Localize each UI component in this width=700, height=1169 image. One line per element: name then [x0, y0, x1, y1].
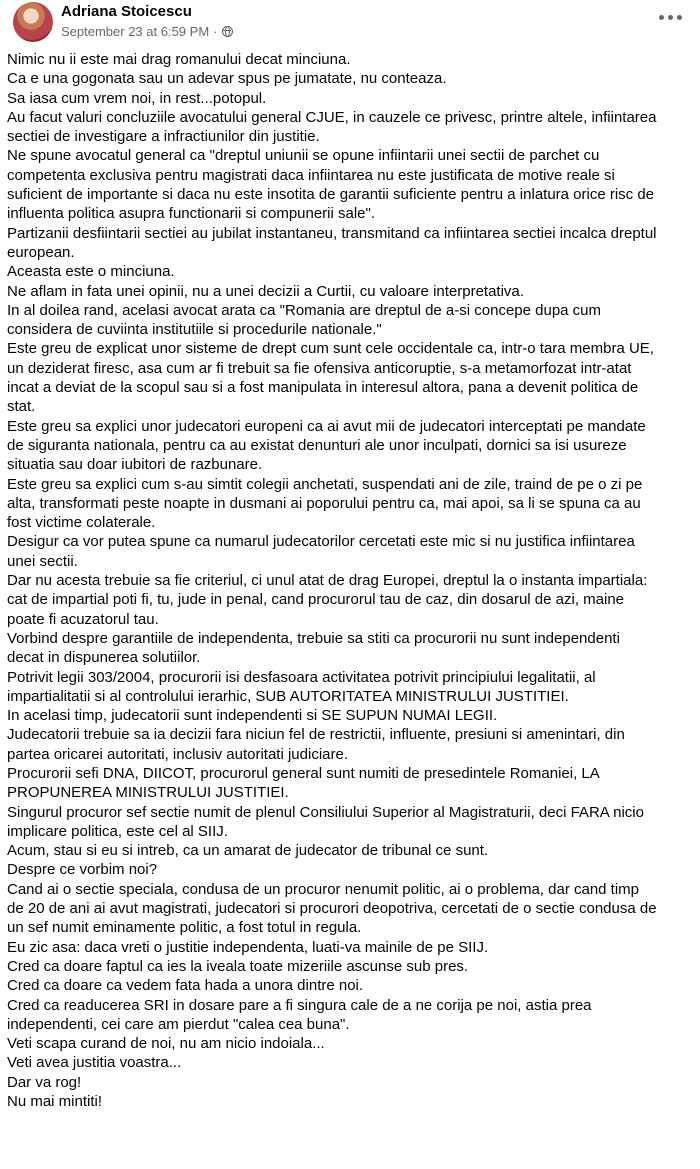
post-timestamp[interactable]: September 23 at 6:59 PM [61, 24, 210, 39]
post-text-line: Singurul procuror sef sectie numit de plenul Consiliului Superior al Magistraturii, deci FARA nicio [7, 803, 644, 821]
post-text-line: incat a deviat de la scopul sau si a fost manipulata in interesul altora, pana a devenit politica de [7, 379, 639, 397]
post-text-line: sectiei de investigare a infractiunilor din justitie. [7, 128, 320, 146]
post-text-line: partea oricarei autoritati, inclusiv autoritati judiciare. [7, 745, 348, 763]
post-text-line: Este greu de explicat unor sisteme de drept cum sunt cele occidentale ca, intr-o tara membra UE, [7, 340, 654, 358]
post-text-line: Procurorii sefi DNA, DIICOT, procurorul general sunt numiti de presedintele Romaniei, LA [7, 764, 600, 782]
post-text-line: decat in dispunerea solutiilor. [7, 649, 201, 667]
post-text-line: Veti avea justitia voastra... [7, 1054, 182, 1072]
post-text-line: considera de cuviinta institutiile si procedurile nationale." [7, 321, 382, 339]
author-name[interactable]: Adriana Stoicescu [61, 3, 192, 20]
post-text-line: Cred ca doare ca vedem fata hada a unora dintre noi. [7, 977, 364, 995]
post-text-line: Nu mai mintiti! [7, 1093, 103, 1111]
post-text-line: european. [7, 243, 75, 261]
dot-icon [677, 15, 682, 20]
more-options-icon[interactable] [652, 5, 688, 29]
post-text-line: de siguranta nationala, pentru ca au existat denunturi ale unor inculpati, dornici sa isi usureze [7, 436, 627, 454]
dot-icon [659, 15, 664, 20]
post-text-line: Vorbind despre garantiile de independenta, trebuie sa stiti ca procurorii nu sunt independenti [7, 629, 620, 647]
avatar[interactable] [13, 2, 53, 42]
post-text-line: Cred ca readucerea SRI in dosare pare a fi singura cale de a ne corija pe noi, astia prea [7, 996, 592, 1014]
post-text-line: Potrivit legii 303/2004, procurorii isi desfasoara activitatea potrivit principiului legalitatii, al [7, 668, 596, 686]
post-text-line: implicare politica, este cel al SIIJ. [7, 822, 228, 840]
post-text-line: Sa iasa cum vrem noi, in rest...potopul. [7, 89, 267, 107]
post-text-line: Desigur ca vor putea spune ca numarul judecatorilor cercetati este mic si nu justifica infiintarea [7, 533, 635, 551]
post-text-line: Judecatorii trebuie sa ia decizii fara niciun fel de restrictii, influente, presiuni si amenintari, din [7, 726, 625, 744]
post-text-line: Cand ai o sectie speciala, condusa de un procuror nenumit politic, ai o problema, dar cand timp [7, 880, 640, 898]
post-text-line: Ca e una gogonata sau un adevar spus pe jumatate, nu conteaza. [7, 70, 447, 88]
post-text-line: Au facut valuri concluziile avocatului general CJUE, in cauzele ce privesc, printre altele, infiintarea [7, 108, 657, 126]
post-meta [61, 24, 233, 39]
post-text-line: Cred ca doare faptul ca ies la iveala toate mizeriile ascunse sub pres. [7, 957, 469, 975]
post-text-line: In acelasi timp, judecatorii sunt independenti si SE SUPUN NUMAI LEGII. [7, 707, 498, 725]
post-text-line: Nimic nu ii este mai drag romanului decat minciuna. [7, 51, 351, 68]
post-text-line: suficient de importante si daca nu este insotita de garantii suficiente pentru a inlatura orice risc de [7, 186, 655, 204]
globe-icon[interactable] [222, 26, 233, 37]
post-text-line: de 20 de ani ai avut magistrati, judecatori si procurori deopotriva, cercetati de o sectie condusa de [7, 900, 657, 918]
post-text-line: alta, transformati peste noapte in dusmani ai poporului pentru ca, mai apoi, sa li se spuna ca au [7, 494, 641, 512]
post-text-line: competenta exclusiva pentru magistrati daca infiintarea nu este justificata de motive reale si [7, 166, 615, 184]
post-text-line: poate fi acuzatorul tau. [7, 610, 159, 628]
post-body [6, 50, 694, 1111]
post-text-line: independenti, cei care am pierdut "calea cea buna". [7, 1015, 350, 1033]
dot-icon [668, 15, 673, 20]
post-text-line: Acum, stau si eu si intreb, ca un amarat de judecator de tribunal ce sunt. [7, 842, 489, 860]
post-text-line: Dar nu acesta trebuie sa fie criteriul, ci unul atat de drag Europei, dreptul la o instanta impartiala: [7, 572, 648, 590]
post-text-line: situatia sau doar iubitori de razbunare. [7, 456, 263, 474]
post-text-line: stat. [7, 398, 36, 416]
post-text-line: Eu zic asa: daca vreti o justitie independenta, luati-va mainile de pe SIIJ. [7, 938, 489, 956]
post-text-line: Aceasta este o minciuna. [7, 263, 175, 281]
post-text-line: Ne aflam in fata unei opinii, nu a unei decizii a Curtii, cu valoare interpretativa. [7, 282, 524, 300]
post-text-line: un sef numit eminamente politic, a fost totul in regula. [7, 919, 362, 937]
post-text-line: unei sectii. [7, 552, 78, 570]
post-text-line: cat de impartial poti fi, tu, jude in penal, cand procurorul tau de caz, din dosarul de azi, maine [7, 591, 625, 609]
post-text-line: impartialitatii si al controlului ierarhic, SUB AUTORITATEA MINISTRULUI JUSTITIEI. [7, 687, 569, 705]
post-text-line: Ne spune avocatul general ca "dreptul uniunii se opune infiintarii unei sectii de parchet cu [7, 147, 600, 165]
post-text-line: PROPUNEREA MINISTRULUI JUSTITIEI. [7, 784, 289, 802]
post-text-line: fost victime colaterale. [7, 514, 156, 532]
post-text-line: Veti scapa curand de noi, nu am nicio indoiala... [7, 1035, 325, 1053]
post-text-line: Dar va rog! [7, 1073, 82, 1091]
post-text-line: Despre ce vorbim noi? [7, 861, 158, 879]
post-text-line: un deziderat firesc, asa cum ar fi trebuit sa fie ofensiva anticoruptie, s-a metamorfozat intr-atat [7, 359, 632, 377]
post-text-line: Este greu sa explici cum s-au simtit colegii anchetati, suspendati ani de zile, traind de pe o zi pe [7, 475, 643, 493]
post-text-line: influenta politica asupra functionarii si compunerii sale". [7, 205, 376, 223]
post-header [6, 0, 694, 50]
meta-separator: · [213, 24, 218, 39]
post-text-line: In al doilea rand, acelasi avocat arata ca "Romania are dreptul de a-si concepe dupa cum [7, 301, 602, 319]
post-text-line: Este greu sa explici unor judecatori europeni ca ai avut mii de judecatori interceptati pe mandate [7, 417, 646, 435]
post-text-line: Partizanii desfiintarii sectiei au jubilat instantaneu, transmitand ca infiintarea sectiei incalca dreptul [7, 224, 657, 242]
